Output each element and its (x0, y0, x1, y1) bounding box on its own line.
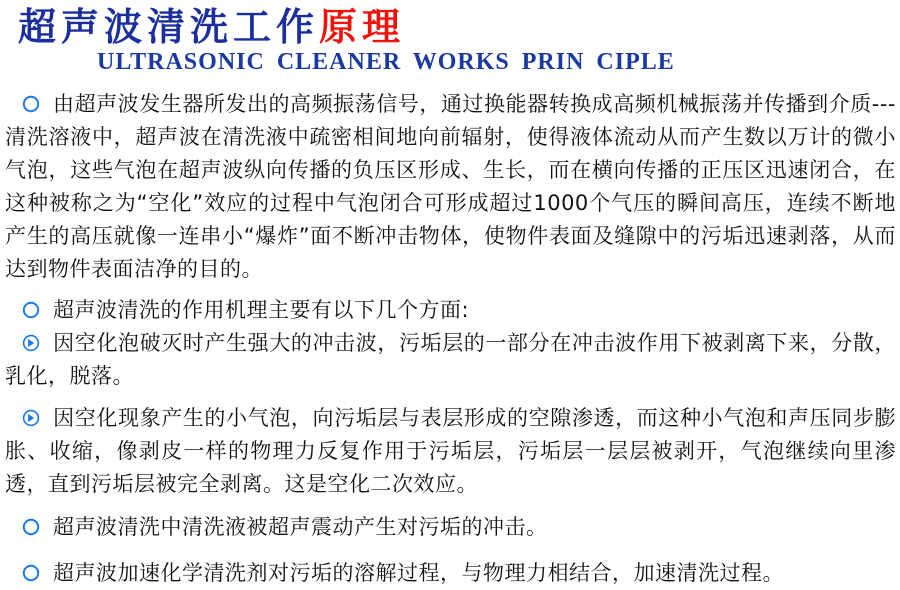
paragraph-shockwave-effect (5, 327, 896, 393)
circle-bullet-icon (22, 564, 40, 582)
circle-bullet-icon (22, 518, 40, 536)
paragraph-text: 由超声波发生器所发出的高频振荡信号，通过换能器转换成高频机械振荡并传播到介质---清洗溶液中，超声波在清洗液中疏密相间地向前辐射，使得液体流动从而产生数以万计的微小气泡，这些气泡在超声波纵向传播的负压区形成、生长，而在横向传播的正压区迅速闭合，在这种被称之为“空化”效应的过程中气泡闭合可形成超过1000个气压的瞬间高压，连续不断地产生的高压就像一连串小“爆炸”面不断冲击物体，使物件表面及缝隙中的污垢迅速剥落，从而达到物件表面洁净的目的。 (5, 92, 896, 281)
paragraph-text: 超声波加速化学清洗剂对污垢的溶解过程，与物理力相结合，加速清洗过程。 (53, 561, 784, 585)
circle-arrow-right-icon (22, 334, 40, 352)
paragraph-text: 因空化泡破灭时产生强大的冲击波，污垢层的一部分在冲击波作用下被剥离下来，分散，乳化，脱落。 (5, 331, 896, 388)
circle-bullet-icon (22, 301, 40, 319)
circle-arrow-right-icon (22, 409, 40, 427)
header (5, 6, 896, 76)
paragraph-mechanism-heading (5, 294, 896, 327)
paragraph-text: 超声波清洗的作用机理主要有以下几个方面: (53, 298, 470, 322)
title-cn-accent: 原理 (319, 5, 406, 49)
paragraph-text: 因空化现象产生的小气泡，向污垢层与表层形成的空隙渗透，而这种小气泡和声压同步膨胀、收缩，像剥皮一样的物理力反复作用于污垢层，污垢层一层层被剥开，气泡继续向里渗透，直到污垢层被完全剥离。这是空化二次效应。 (5, 406, 896, 496)
paragraph-text: 超声波清洗中清洗液被超声震动产生对污垢的冲击。 (53, 515, 548, 539)
paragraph-vibration-impact (5, 511, 896, 544)
title-cn-main: 超声波清洗工作 (18, 5, 320, 49)
page-title (18, 6, 896, 48)
paragraph-chemical-acceleration (5, 557, 896, 590)
content (5, 88, 896, 590)
page-subtitle-en: ULTRASONIC CLEANER WORKS PRIN CIPLE (97, 49, 675, 75)
paragraph-secondary-cavitation (5, 402, 896, 501)
paragraph-working-principle (5, 88, 896, 286)
circle-bullet-icon (22, 95, 40, 113)
